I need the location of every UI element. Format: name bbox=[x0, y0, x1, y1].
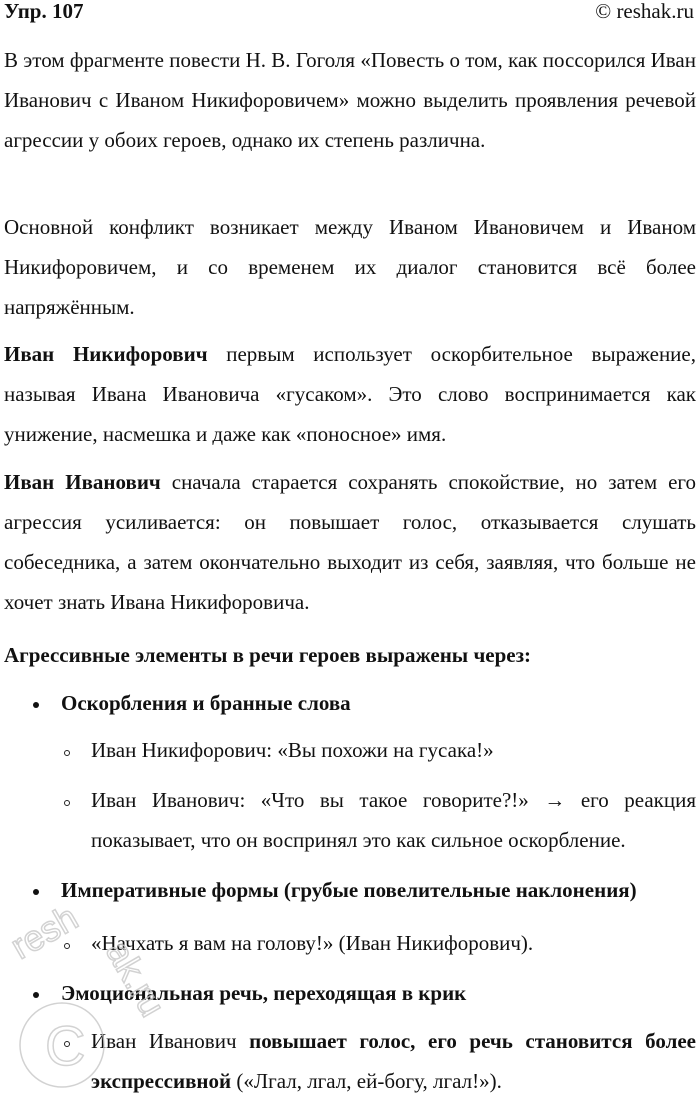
circle-bullet-icon bbox=[64, 1041, 70, 1047]
bullet-icon bbox=[33, 889, 39, 895]
list-item bbox=[61, 973, 696, 1013]
paragraph-conflict: Основной конфликт возникает между Иваном Ивановичем и Иваном Никифоровичем, и со временем их диалог становится всё более напряжённым. bbox=[4, 215, 696, 319]
bold-name: Иван Никифорович bbox=[4, 342, 208, 366]
paragraph-nikiforovich bbox=[4, 334, 696, 454]
bullet-icon bbox=[33, 992, 39, 998]
paragraph-text: первым использует оскорбительное выражение, называя Ивана Ивановича «гусаком». Это слово воспринимается как унижение, насмешка и даже как «поносное» имя. bbox=[4, 342, 696, 446]
bold-name: Иван Иванович bbox=[4, 470, 161, 494]
sub-list-item bbox=[91, 780, 696, 860]
list-item bbox=[61, 870, 696, 910]
paragraph-intro: В этом фрагменте повести Н. В. Гоголя «Повесть о том, как поссорился Иван Иванович с Иваном Никифоровичем» можно выделить проявления речевой агрессии у обоих героев, однако их степень различна. bbox=[4, 48, 696, 152]
list-item bbox=[61, 683, 696, 723]
sub-list-item bbox=[91, 923, 696, 963]
sub-item-text: Иван Никифорович: «Вы похожи на гусака!» bbox=[91, 738, 494, 762]
bullet-icon bbox=[33, 702, 39, 708]
list-item-title: Эмоциональная речь, переходящая в крик bbox=[61, 981, 467, 1005]
circle-bullet-icon bbox=[64, 800, 70, 806]
sub-item-bold: повышает голос, его речь становится более экспрессивной bbox=[91, 1029, 696, 1093]
sub-item-text: Иван Иванович: «Что вы такое говорите?!» → его реакция показывает, что он воспринял это как сильное оскорбление. bbox=[91, 788, 696, 852]
copyright: © reshak.ru bbox=[595, 0, 694, 23]
paragraph-ivanovich bbox=[4, 462, 696, 622]
exercise-number: Упр. 107 bbox=[4, 0, 84, 23]
circle-bullet-icon bbox=[64, 943, 70, 949]
sub-list-item bbox=[91, 730, 696, 770]
sub-item-text: «Начхать я вам на голову!» (Иван Никифорович). bbox=[91, 931, 534, 955]
circle-bullet-icon bbox=[64, 750, 70, 756]
svg-text:resh: resh bbox=[3, 896, 85, 967]
svg-text:ak.ru: ak.ru bbox=[98, 933, 174, 1024]
svg-text:C: C bbox=[45, 1014, 86, 1077]
list-item-title: Оскорбления и бранные слова bbox=[61, 691, 351, 715]
sub-item-text: («Лгал, лгал, ей-богу, лгал!»). bbox=[231, 1069, 502, 1093]
list-item-title: Императивные формы (грубые повелительные наклонения) bbox=[61, 878, 637, 902]
sub-list-item bbox=[91, 1021, 696, 1101]
section-heading: Агрессивные элементы в речи героев выражены через: bbox=[4, 643, 532, 667]
sub-item-text: Иван Иванович bbox=[91, 1029, 250, 1053]
paragraph-text: сначала старается сохранять спокойствие, но затем его агрессия усиливается: он повышает голос, отказывается слушать собеседника, а затем окончательно выходит из себя, заявляя, что больше не хочет знать Ивана Никифоровича. bbox=[4, 470, 696, 614]
